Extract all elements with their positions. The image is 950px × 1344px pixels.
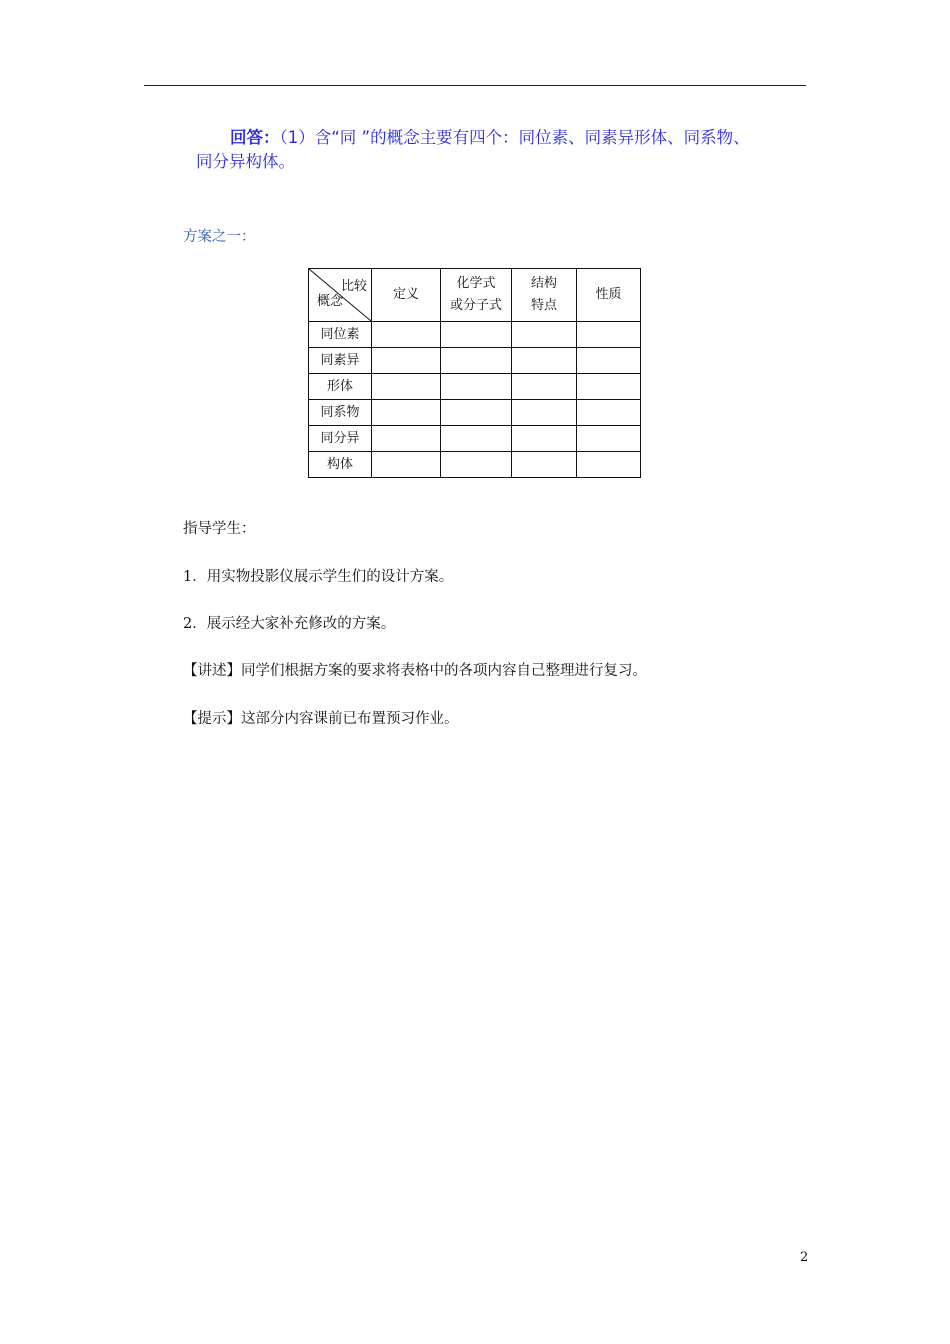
- row-label: 同分异: [309, 426, 372, 452]
- table-cell: [512, 400, 577, 426]
- table-cell: [577, 322, 641, 348]
- header-text: 性质: [595, 287, 622, 302]
- answer-label: 回答：: [230, 128, 280, 147]
- guide-item-2: 2．展示经大家补充修改的方案。: [183, 616, 396, 632]
- table-cell: [512, 374, 577, 400]
- table-cell: [512, 452, 577, 478]
- table-row: [309, 400, 641, 426]
- table-cell: [577, 348, 641, 374]
- header-text: 特点: [530, 298, 557, 313]
- section-label: 方案之一：: [183, 229, 256, 245]
- table-cell: [441, 374, 512, 400]
- table-header-cell: [372, 269, 441, 322]
- concept-comparison-table: [308, 268, 641, 478]
- row-label: 同素异: [309, 348, 372, 374]
- narrate-paragraph: 【讲述】同学们根据方案的要求将表格中的各项内容自己整理进行复习。: [183, 663, 647, 679]
- table-cell: [512, 426, 577, 452]
- table-row: [309, 452, 641, 478]
- table-cell: [441, 322, 512, 348]
- row-label: 同系物: [309, 400, 372, 426]
- answer-line-2: 同分异构体。: [196, 152, 295, 171]
- table-cell: [372, 426, 441, 452]
- row-label: 构体: [309, 452, 372, 478]
- table-cell: [577, 374, 641, 400]
- table-cell: [372, 348, 441, 374]
- table-corner-cell: [309, 269, 372, 322]
- table-header-cell: [577, 269, 641, 322]
- hint-paragraph: 【提示】这部分内容课前已布置预习作业。: [183, 711, 459, 727]
- table-cell: [441, 452, 512, 478]
- table-row: [309, 374, 641, 400]
- table-cell: [577, 400, 641, 426]
- header-text: 化学式: [456, 276, 496, 291]
- answer-block: [196, 126, 846, 174]
- corner-label-compare: 比较: [340, 279, 367, 294]
- row-label: 形体: [309, 374, 372, 400]
- table-cell: [441, 348, 512, 374]
- corner-label-concept: 概念: [317, 294, 344, 309]
- table-cell: [372, 374, 441, 400]
- header-text: 或分子式: [449, 298, 502, 313]
- table-cell: [577, 426, 641, 452]
- answer-line-1: [196, 126, 846, 150]
- table-cell: [512, 348, 577, 374]
- table-row: [309, 426, 641, 452]
- table-cell: [372, 400, 441, 426]
- header-text: 定义: [392, 287, 419, 302]
- table-row: [309, 348, 641, 374]
- table-row: [309, 322, 641, 348]
- answer-text-1: （1）含“同 ”的概念主要有四个：同位素、同素异形体、同系物、: [279, 128, 750, 147]
- header-rule: [144, 85, 806, 86]
- table-cell: [512, 322, 577, 348]
- guide-item-1: 1．用实物投影仪展示学生们的设计方案。: [183, 569, 454, 585]
- guide-heading: 指导学生：: [183, 521, 256, 537]
- table-header-row: [309, 269, 641, 322]
- page-number: 2: [800, 1250, 809, 1265]
- table-cell: [441, 400, 512, 426]
- row-label: 同位素: [309, 322, 372, 348]
- table-cell: [577, 452, 641, 478]
- table-cell: [441, 426, 512, 452]
- table-header-cell: [441, 269, 512, 322]
- table-cell: [372, 452, 441, 478]
- header-text: 结构: [530, 276, 557, 291]
- table-header-cell: [512, 269, 577, 322]
- table-cell: [372, 322, 441, 348]
